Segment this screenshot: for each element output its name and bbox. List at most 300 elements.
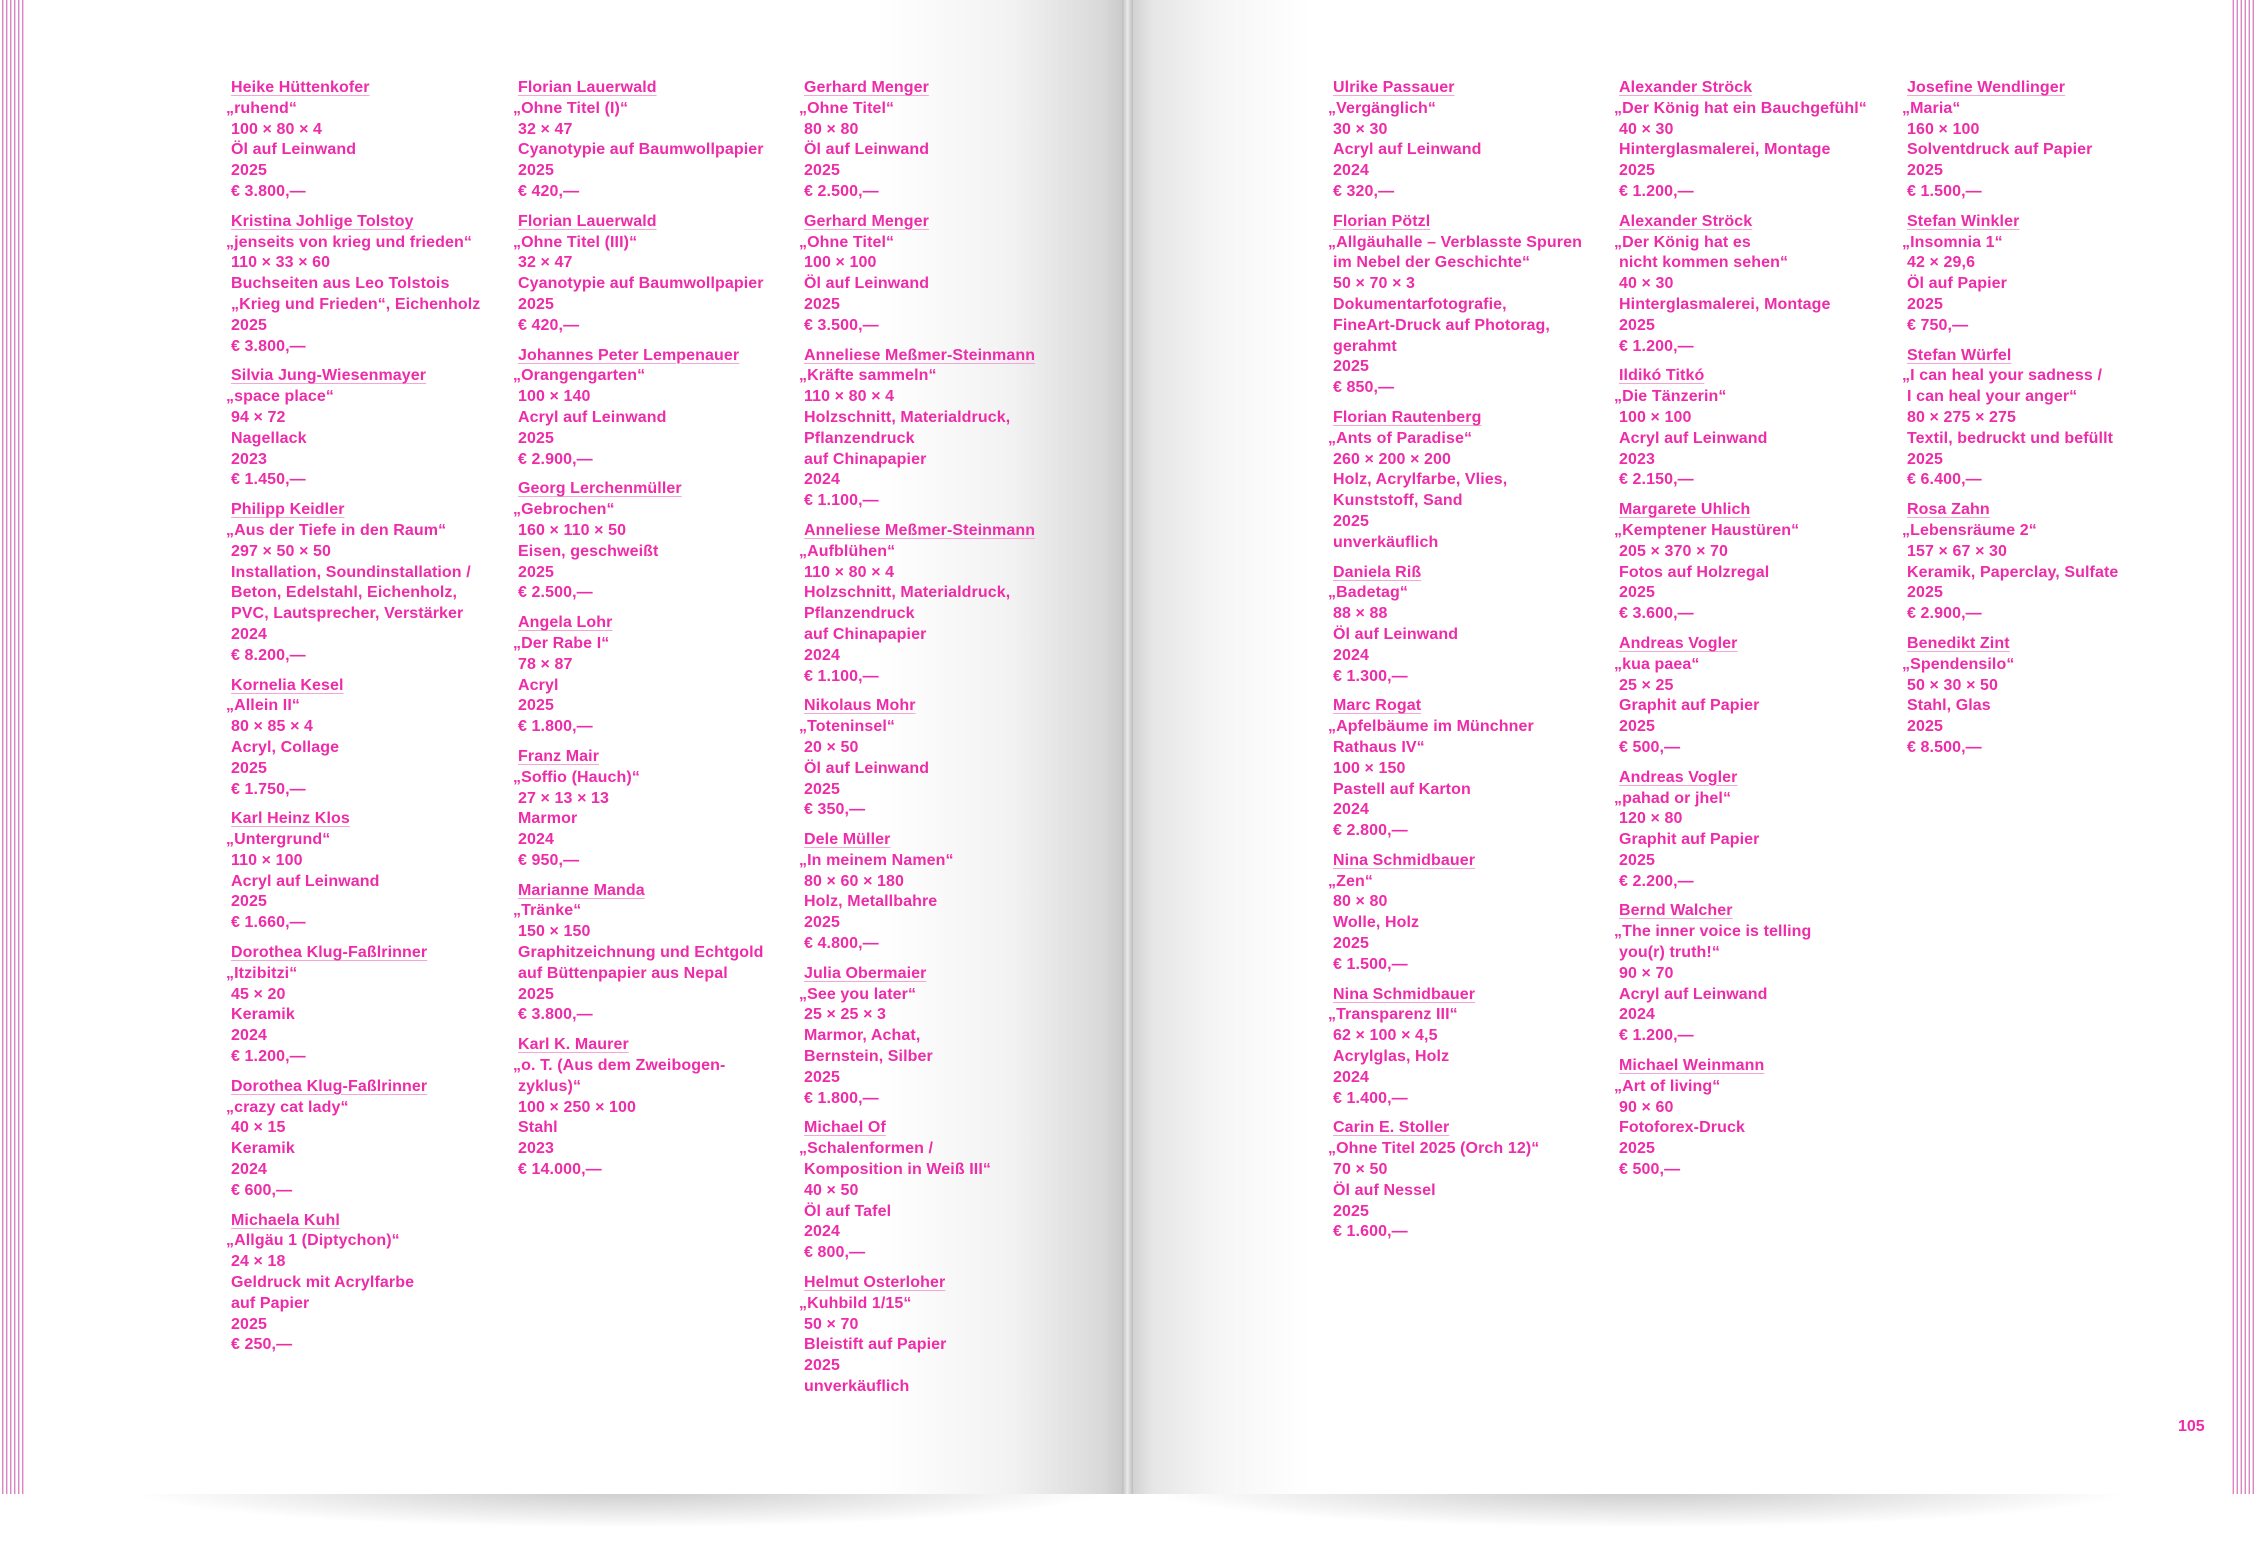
- artist-name: Nina Schmidbauer: [1333, 985, 1476, 1003]
- artwork-detail: nicht kommen sehen“: [1619, 254, 1789, 272]
- artwork-detail: € 320,—: [1333, 182, 1395, 200]
- artwork-detail: 90 × 60: [1619, 1098, 1674, 1116]
- artwork-detail: 2025: [518, 985, 554, 1003]
- artwork-detail: € 600,—: [231, 1181, 293, 1199]
- catalog-column-4: [1328, 78, 1623, 1252]
- artwork-detail: € 1.300,—: [1333, 667, 1408, 685]
- artwork-detail: 110 × 80 × 4: [804, 563, 895, 581]
- artwork-detail: gerahmt: [1333, 337, 1397, 355]
- artist-name: Karl K. Maurer: [518, 1036, 629, 1054]
- artwork-detail: Holzschnitt, Materialdruck,: [804, 584, 1011, 602]
- artwork-detail: € 1.450,—: [231, 471, 306, 489]
- artwork-title: „Ohne Titel 2025 (Orch 12)“: [1328, 1140, 1540, 1158]
- catalog-entry: [226, 212, 521, 358]
- artist-name: Andreas Vogler: [1619, 634, 1738, 652]
- artwork-detail: € 1.100,—: [804, 667, 879, 685]
- artwork-title: „ruhend“: [226, 99, 298, 117]
- artist-name: Michael Of: [804, 1119, 886, 1137]
- artwork-detail: € 2.150,—: [1619, 471, 1694, 489]
- artwork-detail: 80 × 85 × 4: [231, 718, 314, 736]
- artwork-detail: 80 × 60 × 180: [804, 872, 905, 890]
- artwork-detail: Hinterglasmalerei, Montage: [1619, 141, 1831, 159]
- artwork-detail: 40 × 15: [231, 1119, 286, 1137]
- artwork-detail: € 6.400,—: [1907, 471, 1982, 489]
- artwork-detail: 2025: [1907, 295, 1943, 313]
- artist-name: Andreas Vogler: [1619, 768, 1738, 786]
- artwork-detail: € 420,—: [518, 182, 580, 200]
- artwork-detail: 2025: [1619, 1140, 1655, 1158]
- artwork-detail: 2025: [518, 429, 554, 447]
- artwork-detail: Keramik: [231, 1140, 295, 1158]
- artwork-detail: unverkäuflich: [804, 1378, 910, 1396]
- catalog-entry: [799, 696, 1094, 821]
- artwork-detail: Marmor: [518, 810, 578, 828]
- artwork-detail: € 2.500,—: [804, 182, 879, 200]
- artist-name: Nikolaus Mohr: [804, 697, 916, 715]
- artwork-detail: 2024: [1333, 801, 1369, 819]
- artwork-title: „Apfelbäume im Münchner: [1328, 718, 1534, 736]
- artist-name: Ildikó Titkó: [1619, 367, 1705, 385]
- artwork-detail: unverkäuflich: [1333, 533, 1439, 551]
- book-shadow-right: [1140, 1488, 2140, 1528]
- artwork-title: „Toteninsel“: [799, 718, 896, 736]
- artwork-detail: 2025: [804, 1357, 840, 1375]
- artwork-detail: 90 × 70: [1619, 964, 1674, 982]
- artwork-title: „Ohne Titel“: [799, 99, 895, 117]
- artwork-detail: € 800,—: [804, 1244, 866, 1262]
- artwork-detail: zyklus)“: [518, 1077, 582, 1095]
- artwork-detail: 2023: [1619, 450, 1655, 468]
- artwork-detail: Pastell auf Karton: [1333, 780, 1471, 798]
- catalog-column-6: [1902, 78, 2197, 768]
- catalog-entry: [799, 212, 1094, 337]
- artwork-detail: Öl auf Leinwand: [804, 759, 930, 777]
- catalog-entry: [1614, 634, 1909, 759]
- artist-name: Marc Rogat: [1333, 697, 1422, 715]
- artwork-title: „Art of living“: [1614, 1077, 1721, 1095]
- artwork-detail: 40 × 50: [804, 1181, 859, 1199]
- artwork-detail: 2025: [804, 780, 840, 798]
- catalog-entry: [226, 809, 521, 934]
- artwork-title: „Ants of Paradise“: [1328, 429, 1473, 447]
- artwork-detail: 110 × 33 × 60: [231, 254, 331, 272]
- artwork-detail: Keramik, Paperclay, Sulfate: [1907, 563, 2119, 581]
- artist-name: Kornelia Kesel: [231, 676, 344, 694]
- artwork-detail: 2024: [231, 1027, 267, 1045]
- artwork-detail: 2025: [518, 162, 554, 180]
- artwork-detail: 100 × 140: [518, 388, 591, 406]
- artwork-detail: Holz, Acrylfarbe, Vlies,: [1333, 471, 1508, 489]
- catalog-entry: [513, 479, 808, 604]
- catalog-column-3: [799, 78, 1094, 1407]
- artwork-detail: auf Chinapapier: [804, 450, 927, 468]
- artwork-detail: 2024: [1333, 1068, 1369, 1086]
- artwork-title: „Transparenz III“: [1328, 1006, 1458, 1024]
- artwork-title: „Spendensilo“: [1902, 655, 2015, 673]
- catalog-entry: [1902, 78, 2197, 203]
- artwork-title: „Der König hat es: [1614, 233, 1751, 251]
- artwork-detail: 50 × 30 × 50: [1907, 676, 1999, 694]
- artwork-detail: Öl auf Leinwand: [804, 141, 930, 159]
- artwork-detail: € 8.500,—: [1907, 738, 1982, 756]
- artwork-detail: 80 × 80: [804, 120, 859, 138]
- catalog-entry: [513, 747, 808, 872]
- artwork-detail: 2025: [518, 563, 554, 581]
- artwork-detail: € 1.200,—: [1619, 337, 1694, 355]
- page-edge-left: [0, 0, 24, 1494]
- artwork-detail: 78 × 87: [518, 655, 573, 673]
- artwork-detail: Fotoforex-Druck: [1619, 1119, 1745, 1137]
- artwork-detail: € 1.600,—: [1333, 1223, 1408, 1241]
- artwork-detail: 2025: [1619, 316, 1655, 334]
- artwork-detail: Marmor, Achat,: [804, 1027, 921, 1045]
- artist-name: Ulrike Passauer: [1333, 79, 1455, 96]
- artist-name: Bernd Walcher: [1619, 902, 1733, 920]
- artwork-detail: € 850,—: [1333, 379, 1395, 397]
- artwork-detail: € 1.100,—: [804, 492, 879, 510]
- artwork-title: „Allgäuhalle – Verblasste Spuren: [1328, 233, 1582, 251]
- artwork-title: „Badetag“: [1328, 584, 1409, 602]
- artwork-detail: 2025: [1333, 512, 1369, 530]
- artwork-detail: 2024: [804, 646, 840, 664]
- artist-name: Marianne Manda: [518, 881, 645, 899]
- artist-name: Nina Schmidbauer: [1333, 851, 1476, 869]
- artist-name: Stefan Winkler: [1907, 212, 2020, 230]
- artist-name: Florian Pötzl: [1333, 212, 1431, 230]
- artwork-detail: € 2.900,—: [1907, 605, 1982, 623]
- artwork-detail: Öl auf Leinwand: [1333, 625, 1459, 643]
- artwork-detail: 2024: [231, 1161, 267, 1179]
- artwork-detail: 160 × 100: [1907, 120, 1980, 138]
- artwork-title: „kua paea“: [1614, 655, 1700, 673]
- artwork-detail: 2024: [1333, 646, 1369, 664]
- artwork-detail: 2023: [231, 450, 267, 468]
- artist-name: Franz Mair: [518, 747, 600, 765]
- artwork-detail: 40 × 30: [1619, 120, 1674, 138]
- artwork-detail: you(r) truth!“: [1619, 944, 1720, 962]
- artwork-detail: € 500,—: [1619, 1161, 1681, 1179]
- catalog-entry: [513, 1035, 808, 1181]
- artwork-detail: Bleistift auf Papier: [804, 1336, 947, 1354]
- artwork-detail: 2025: [1619, 162, 1655, 180]
- page-edge-right: [2232, 0, 2256, 1494]
- artwork-detail: Beton, Edelstahl, Eichenholz,: [231, 584, 458, 602]
- artist-name: Florian Rautenberg: [1333, 408, 1482, 426]
- artwork-detail: 30 × 30: [1333, 120, 1388, 138]
- artwork-detail: 24 × 18: [231, 1253, 286, 1271]
- artwork-title: „Aufblühen“: [799, 542, 896, 560]
- artist-name: Rosa Zahn: [1907, 501, 1990, 519]
- catalog-entry: [1328, 1118, 1623, 1243]
- artwork-detail: 2025: [231, 162, 267, 180]
- artwork-detail: 2025: [1333, 1202, 1369, 1220]
- artwork-title: „Der König hat ein Bauchgefühl“: [1614, 99, 1867, 117]
- catalog-entry: [1902, 346, 2197, 492]
- artwork-detail: € 3.600,—: [1619, 605, 1694, 623]
- catalog-entry: [799, 78, 1094, 203]
- artwork-detail: Fotos auf Holzregal: [1619, 563, 1770, 581]
- artwork-detail: € 1.660,—: [231, 914, 306, 932]
- artist-name: Dorothea Klug-Faßlrinner: [231, 944, 428, 962]
- artwork-detail: 205 × 370 × 70: [1619, 542, 1729, 560]
- artwork-title: „Aus der Tiefe in den Raum“: [226, 521, 447, 539]
- artwork-detail: € 750,—: [1907, 316, 1969, 334]
- artwork-detail: Graphit auf Papier: [1619, 831, 1760, 849]
- artwork-detail: € 14.000,—: [518, 1161, 602, 1179]
- catalog-entry: [799, 1118, 1094, 1264]
- artwork-detail: 62 × 100 × 4,5: [1333, 1027, 1438, 1045]
- artwork-detail: Acryl auf Leinwand: [231, 872, 380, 890]
- catalog-entry: [1328, 212, 1623, 399]
- artwork-detail: 157 × 67 × 30: [1907, 542, 2008, 560]
- artwork-title: „Die Tänzerin“: [1614, 388, 1727, 406]
- artwork-detail: Nagellack: [231, 429, 307, 447]
- artist-name: Georg Lerchenmüller: [518, 480, 682, 498]
- artwork-detail: 2025: [804, 295, 840, 313]
- artist-name: Carin E. Stoller: [1333, 1119, 1450, 1137]
- catalog-entry: [1328, 408, 1623, 554]
- artist-name: Angela Lohr: [518, 614, 613, 632]
- artist-name: Anneliese Meßmer-Steinmann: [804, 521, 1036, 539]
- artwork-title: „Lebensräume 2“: [1902, 521, 2037, 539]
- artwork-detail: 2025: [1907, 162, 1943, 180]
- artwork-detail: 2024: [518, 831, 554, 849]
- artist-name: Julia Obermaier: [804, 964, 927, 982]
- artwork-detail: € 1.800,—: [804, 1089, 879, 1107]
- catalog-entry: [513, 881, 808, 1027]
- artist-name: Heike Hüttenkofer: [231, 79, 370, 96]
- catalog-entry: [226, 366, 521, 491]
- artwork-title: „Orangengarten“: [513, 367, 646, 385]
- artwork-title: „jenseits von krieg und frieden“: [226, 233, 472, 251]
- artwork-detail: 2025: [518, 697, 554, 715]
- artwork-detail: 2025: [1907, 718, 1943, 736]
- artwork-detail: € 3.800,—: [231, 182, 306, 200]
- artwork-detail: Stahl: [518, 1119, 558, 1137]
- artwork-detail: 120 × 80: [1619, 810, 1683, 828]
- artwork-detail: 2025: [231, 893, 267, 911]
- artwork-title: „Ohne Titel (III)“: [513, 233, 638, 251]
- book-shadow-left: [120, 1488, 1120, 1528]
- artwork-detail: Öl auf Nessel: [1333, 1181, 1436, 1199]
- artwork-detail: 100 × 100: [804, 254, 877, 272]
- artist-name: Florian Lauerwald: [518, 212, 657, 230]
- artwork-detail: 100 × 250 × 100: [518, 1098, 637, 1116]
- catalog-entry: [226, 500, 521, 666]
- catalog-entry: [226, 676, 521, 801]
- artwork-detail: Solventdruck auf Papier: [1907, 141, 2093, 159]
- catalog-column-2: [513, 78, 808, 1190]
- catalog-entry: [226, 943, 521, 1068]
- artwork-detail: Komposition in Weiß III“: [804, 1161, 991, 1179]
- artwork-title: „In meinem Namen“: [799, 851, 954, 869]
- artwork-detail: € 2.900,—: [518, 450, 593, 468]
- artist-name: Margarete Uhlich: [1619, 501, 1751, 519]
- artwork-detail: 2024: [1333, 162, 1369, 180]
- artwork-title: „Vergänglich“: [1328, 99, 1436, 117]
- artwork-detail: Eisen, geschweißt: [518, 542, 659, 560]
- artwork-detail: Öl auf Papier: [1907, 275, 2007, 293]
- catalog-entry: [1614, 500, 1909, 625]
- artwork-detail: Acryl: [518, 676, 559, 694]
- artwork-title: „pahad or jhel“: [1614, 789, 1732, 807]
- page-number: 105: [2178, 1418, 2205, 1435]
- catalog-entry: [1614, 366, 1909, 491]
- artwork-detail: € 3.500,—: [804, 316, 879, 334]
- artwork-detail: 2025: [1333, 935, 1369, 953]
- artwork-detail: € 3.800,—: [231, 337, 306, 355]
- artwork-detail: Textil, bedruckt und befüllt: [1907, 429, 2114, 447]
- artwork-detail: Holzschnitt, Materialdruck,: [804, 408, 1011, 426]
- catalog-entry: [513, 346, 808, 471]
- artwork-title: „Gebrochen“: [513, 501, 615, 519]
- artwork-detail: 80 × 275 × 275: [1907, 408, 2017, 426]
- catalog-entry: [799, 521, 1094, 687]
- artwork-detail: € 2.800,—: [1333, 822, 1408, 840]
- catalog-entry: [226, 1211, 521, 1357]
- artwork-detail: 2024: [804, 471, 840, 489]
- artwork-detail: FineArt-Druck auf Photorag,: [1333, 316, 1550, 334]
- catalog-entry: [1614, 901, 1909, 1047]
- catalog-entry: [513, 212, 808, 337]
- artwork-detail: Wolle, Holz: [1333, 914, 1420, 932]
- artwork-detail: im Nebel der Geschichte“: [1333, 254, 1531, 272]
- artwork-detail: 2025: [804, 1068, 840, 1086]
- artwork-detail: € 2.200,—: [1619, 872, 1694, 890]
- catalog-entry: [1328, 696, 1623, 842]
- artist-name: Dele Müller: [804, 831, 891, 849]
- artwork-title: „o. T. (Aus dem Zweibogen-: [513, 1057, 726, 1075]
- artwork-detail: € 500,—: [1619, 738, 1681, 756]
- artwork-detail: € 350,—: [804, 801, 866, 819]
- artwork-title: „Der Rabe I“: [513, 634, 610, 652]
- artwork-title: „Schalenformen /: [799, 1140, 934, 1158]
- catalog-entry: [226, 1077, 521, 1202]
- artwork-detail: € 3.800,—: [518, 1006, 593, 1024]
- artist-name: Anneliese Meßmer-Steinmann: [804, 346, 1036, 364]
- artwork-detail: € 4.800,—: [804, 935, 879, 953]
- artwork-detail: Cyanotypie auf Baumwollpapier: [518, 141, 764, 159]
- catalog-entry: [513, 613, 808, 738]
- artwork-detail: 297 × 50 × 50: [231, 542, 332, 560]
- artwork-detail: Pflanzendruck: [804, 429, 915, 447]
- artwork-detail: € 1.400,—: [1333, 1089, 1408, 1107]
- catalog-entry: [1902, 500, 2197, 625]
- artwork-detail: 110 × 80 × 4: [804, 388, 895, 406]
- artwork-detail: Keramik: [231, 1006, 295, 1024]
- artwork-detail: Buchseiten aus Leo Tolstois: [231, 275, 450, 293]
- artwork-detail: 2025: [231, 1315, 267, 1333]
- artwork-detail: Installation, Soundinstallation /: [231, 563, 471, 581]
- artwork-detail: Rathaus IV“: [1333, 738, 1425, 756]
- artwork-detail: Acrylglas, Holz: [1333, 1048, 1450, 1066]
- artwork-detail: 40 × 30: [1619, 275, 1674, 293]
- artwork-detail: Hinterglasmalerei, Montage: [1619, 295, 1831, 313]
- artwork-detail: 50 × 70 × 3: [1333, 275, 1416, 293]
- artwork-title: „Kuhbild 1/15“: [799, 1294, 912, 1312]
- artwork-detail: auf Papier: [231, 1294, 310, 1312]
- artwork-detail: € 950,—: [518, 851, 580, 869]
- artwork-detail: 100 × 80 × 4: [231, 120, 323, 138]
- catalog-entry: [799, 964, 1094, 1110]
- artwork-detail: Öl auf Tafel: [804, 1202, 892, 1220]
- artwork-title: „Kräfte sammeln“: [799, 367, 937, 385]
- artwork-detail: 2025: [231, 759, 267, 777]
- catalog-entry: [1328, 851, 1623, 976]
- artwork-detail: € 1.200,—: [1619, 1027, 1694, 1045]
- artwork-title: „The inner voice is telling: [1614, 923, 1812, 941]
- artist-name: Gerhard Menger: [804, 79, 929, 96]
- artwork-detail: Stahl, Glas: [1907, 697, 1991, 715]
- book-spine: [1122, 0, 1133, 1494]
- artwork-detail: € 1.800,—: [518, 718, 593, 736]
- catalog-entry: [1902, 212, 2197, 337]
- artwork-detail: Acryl, Collage: [231, 738, 340, 756]
- artwork-detail: 25 × 25: [1619, 676, 1674, 694]
- artwork-detail: 2025: [1619, 584, 1655, 602]
- artwork-detail: 2024: [231, 625, 267, 643]
- artwork-detail: 2024: [804, 1223, 840, 1241]
- artwork-detail: 2025: [1907, 584, 1943, 602]
- artist-name: Alexander Ströck: [1619, 212, 1753, 230]
- artwork-detail: Kunststoff, Sand: [1333, 492, 1463, 510]
- artist-name: Kristina Johlige Tolstoy: [231, 212, 414, 230]
- catalog-entry: [1614, 212, 1909, 358]
- artwork-title: „I can heal your sadness /: [1902, 367, 2103, 385]
- artwork-title: „crazy cat lady“: [226, 1098, 349, 1116]
- artwork-detail: 2025: [231, 316, 267, 334]
- artwork-detail: 2024: [1619, 1006, 1655, 1024]
- artist-name: Johannes Peter Lempenauer: [518, 346, 740, 364]
- artwork-detail: € 1.500,—: [1907, 182, 1982, 200]
- artist-name: Gerhard Menger: [804, 212, 929, 230]
- artwork-detail: € 1.500,—: [1333, 955, 1408, 973]
- catalog-entry: [1328, 985, 1623, 1110]
- artwork-title: „Kemptener Haustüren“: [1614, 521, 1800, 539]
- artist-name: Philipp Keidler: [231, 501, 345, 519]
- catalog-entry: [1614, 768, 1909, 893]
- catalog-entry: [1614, 1056, 1909, 1181]
- artwork-detail: Acryl auf Leinwand: [1619, 985, 1768, 1003]
- artist-name: Alexander Ströck: [1619, 79, 1753, 96]
- artwork-detail: 25 × 25 × 3: [804, 1006, 887, 1024]
- artwork-detail: 110 × 100: [231, 851, 303, 869]
- artwork-detail: 70 × 50: [1333, 1161, 1388, 1179]
- catalog-entry: [799, 830, 1094, 955]
- artwork-detail: Geldruck mit Acrylfarbe: [231, 1274, 415, 1292]
- artwork-title: „Insomnia 1“: [1902, 233, 2003, 251]
- artwork-detail: € 1.750,—: [231, 780, 306, 798]
- artwork-detail: Acryl auf Leinwand: [1333, 141, 1482, 159]
- artwork-detail: Cyanotypie auf Baumwollpapier: [518, 275, 764, 293]
- artwork-detail: € 1.200,—: [1619, 182, 1694, 200]
- artwork-detail: 20 × 50: [804, 738, 859, 756]
- artist-name: Karl Heinz Klos: [231, 810, 350, 828]
- artwork-detail: € 250,—: [231, 1336, 293, 1354]
- artwork-detail: 50 × 70: [804, 1315, 859, 1333]
- artwork-detail: 42 × 29,6: [1907, 254, 1976, 272]
- catalog-entry: [513, 78, 808, 203]
- artwork-detail: € 8.200,—: [231, 646, 306, 664]
- artwork-detail: 80 × 80: [1333, 893, 1388, 911]
- artwork-detail: € 420,—: [518, 316, 580, 334]
- artwork-detail: Acryl auf Leinwand: [518, 408, 667, 426]
- catalog-column-1: [226, 78, 521, 1365]
- artwork-detail: 2025: [1907, 450, 1943, 468]
- artist-name: Benedikt Zint: [1907, 634, 2010, 652]
- catalog-column-5: [1614, 78, 1909, 1190]
- artwork-detail: 100 × 100: [1619, 408, 1692, 426]
